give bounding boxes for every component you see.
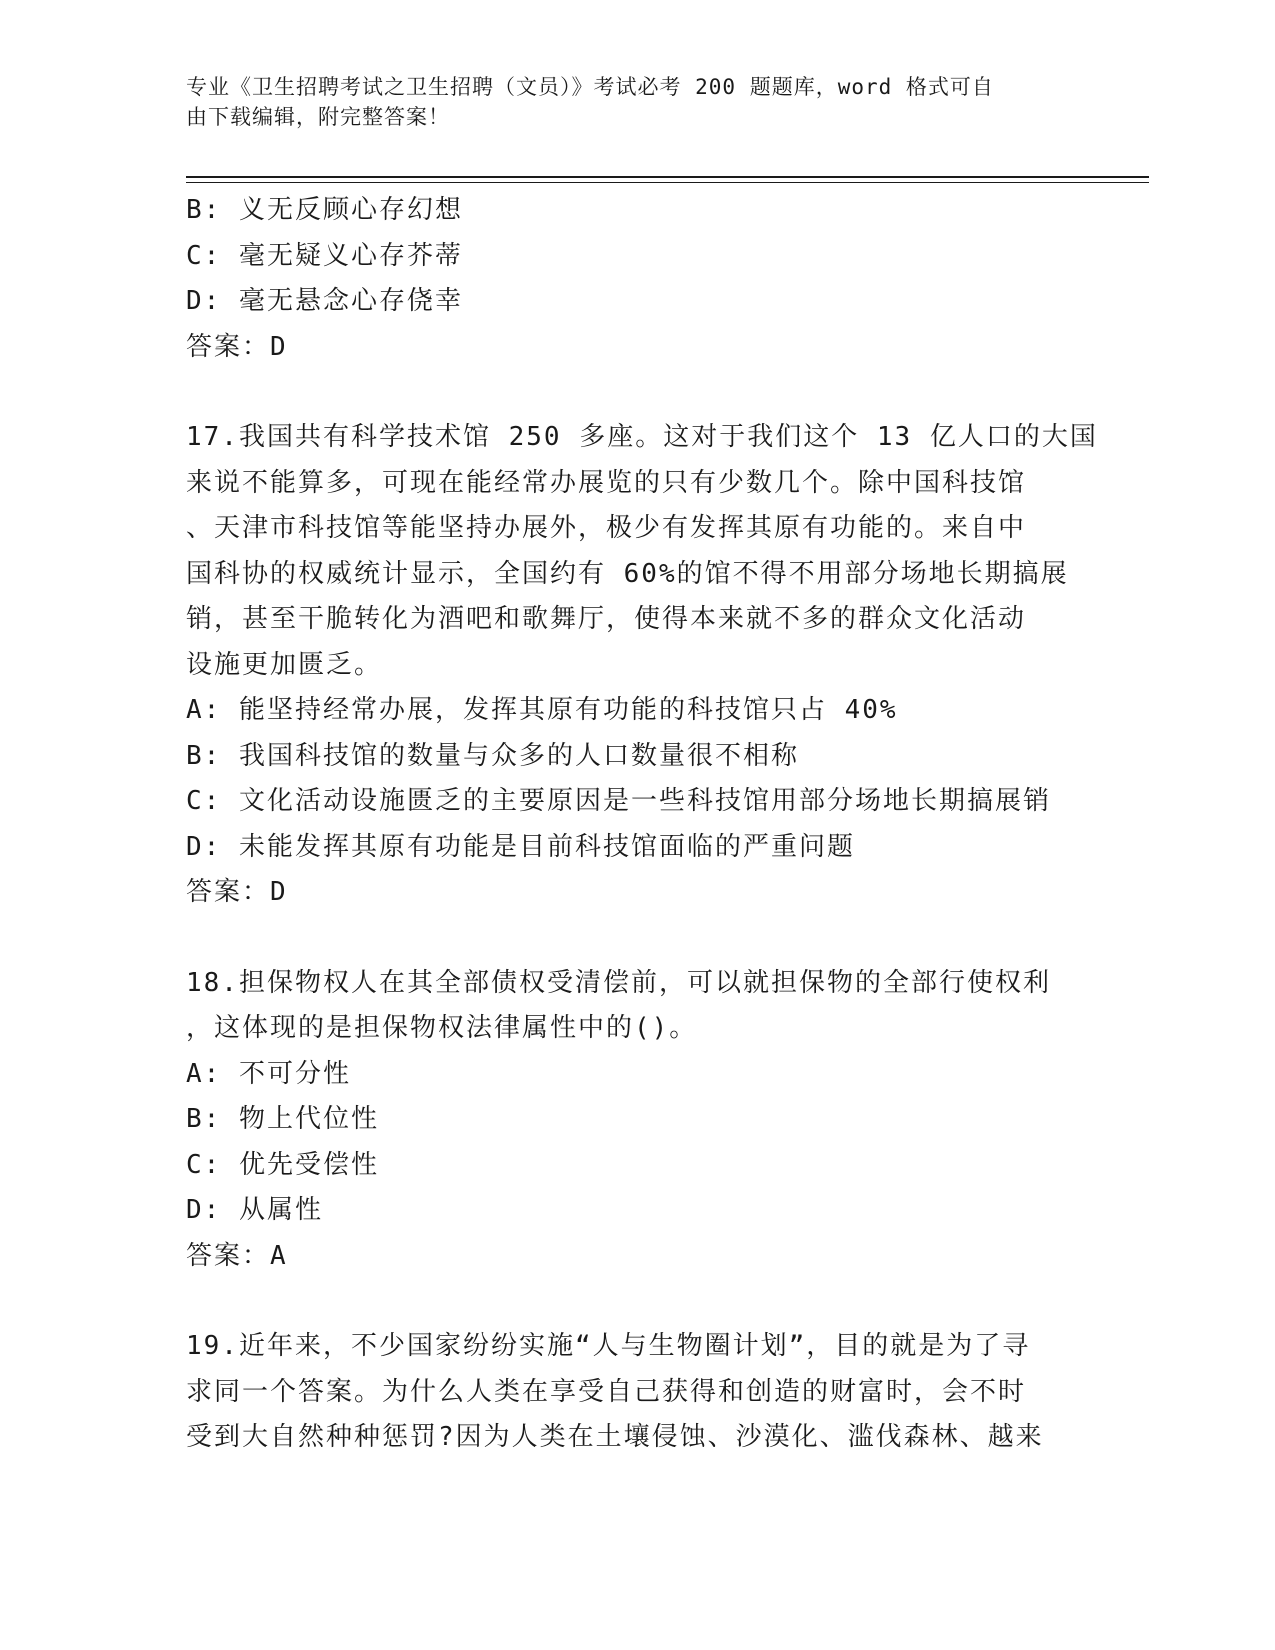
question-text-line: 销，甚至干脆转化为酒吧和歌舞厅，使得本来就不多的群众文化活动 xyxy=(186,604,1027,634)
option-d: D: 毫无悬念心存侥幸 xyxy=(186,286,463,316)
question-text-line: 设施更加匮乏。 xyxy=(186,649,383,680)
answer-line: 答案：A xyxy=(186,1240,288,1271)
page-header xyxy=(186,72,1086,132)
question-16-continuation xyxy=(186,188,1086,370)
question-18 xyxy=(186,961,1086,1280)
option-c: C: 文化活动设施匮乏的主要原因是一些科技馆用部分场地长期搞展销 xyxy=(186,786,1051,816)
question-text-line: 来说不能算多，可现在能经常办展览的只有少数几个。除中国科技馆 xyxy=(186,467,1027,498)
option-b: B: 物上代位性 xyxy=(186,1104,379,1134)
option-a: A: 能坚持经常办展，发挥其原有功能的科技馆只占 40% xyxy=(186,695,898,725)
question-text-line: 17.我国共有科学技术馆 250 多座。这对于我们这个 13 亿人口的大国 xyxy=(186,422,1098,452)
question-19 xyxy=(186,1324,1086,1461)
question-text-line: 18.担保物权人在其全部债权受清偿前，可以就担保物的全部行使权利 xyxy=(186,967,1051,998)
spacer xyxy=(186,916,1086,961)
question-17 xyxy=(186,415,1098,916)
header-line-1: 专业《卫生招聘考试之卫生招聘（文员）》考试必考 200 题题库，word 格式可自 xyxy=(186,75,994,99)
header-divider-thin xyxy=(186,182,1149,183)
option-c: C: 优先受偿性 xyxy=(186,1149,379,1180)
header-line-2: 由下载编辑，附完整答案！ xyxy=(186,105,450,129)
question-text-line: 求同一个答案。为什么人类在享受自己获得和创造的财富时，会不时 xyxy=(186,1376,1027,1407)
question-text-line: 、天津市科技馆等能坚持办展外，极少有发挥其原有功能的。来自中 xyxy=(186,513,1027,543)
answer-line: 答案：D xyxy=(186,331,288,362)
answer-line: 答案：D xyxy=(186,877,288,907)
option-d: D: 从属性 xyxy=(186,1195,323,1225)
option-a: A: 不可分性 xyxy=(186,1058,351,1089)
option-b: B: 我国科技馆的数量与众多的人口数量很不相称 xyxy=(186,740,799,771)
option-b: B: 义无反顾心存幻想 xyxy=(186,195,463,225)
document-body xyxy=(186,188,1098,1461)
option-d: D: 未能发挥其原有功能是目前科技馆面临的严重问题 xyxy=(186,831,855,862)
option-c: C: 毫无疑义心存芥蒂 xyxy=(186,240,463,271)
question-text-line: ，这体现的是担保物权法律属性中的()。 xyxy=(186,1013,698,1043)
spacer xyxy=(186,370,1086,415)
question-text-line: 受到大自然种种惩罚?因为人类在土壤侵蚀、沙漠化、滥伐森林、越来 xyxy=(186,1422,1044,1452)
question-text-line: 国科协的权威统计显示，全国约有 60%的馆不得不用部分场地长期搞展 xyxy=(186,558,1069,589)
question-text-line: 19.近年来，不少国家纷纷实施“人与生物圈计划”，目的就是为了寻 xyxy=(186,1331,1031,1361)
header-divider-thick xyxy=(186,176,1149,178)
spacer xyxy=(186,1279,1086,1324)
